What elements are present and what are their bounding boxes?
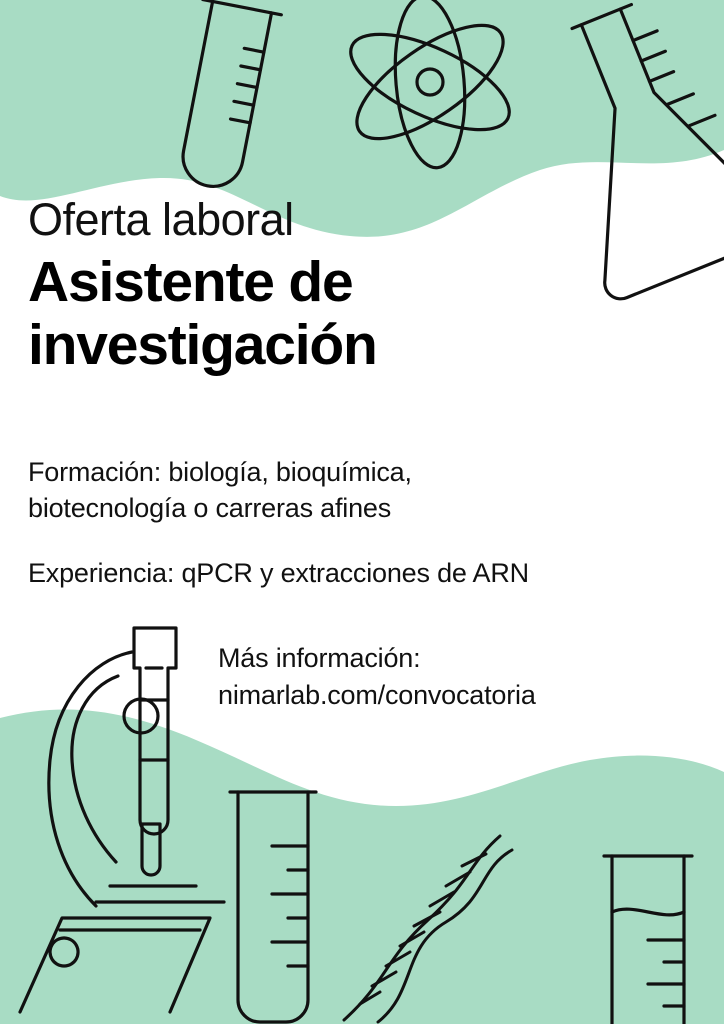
headline-group [28,196,688,378]
experience-line-1: Experiencia: qPCR y extracciones de ARN [28,558,529,589]
requirement-education [28,455,698,526]
dna-helix-icon [344,836,512,1022]
atom-icon [338,0,523,171]
contact-url[interactable]: nimarlab.com/convocatoria [218,680,536,711]
title-line-2: investigación [28,313,377,378]
requirement-experience [28,556,698,592]
contact-label: Más información: [218,643,421,673]
test-tube-icon [168,0,281,193]
title-line-1: Asistente de [28,249,353,314]
contact-group [218,640,718,715]
education-line-1: Formación: biología, bioquímica, [28,457,412,487]
graduated-cylinder-icon-2 [604,856,692,1024]
eyebrow-text: Oferta laboral [28,194,294,245]
education-line-2: biotecnología o carreras afines [28,492,392,523]
page-title [28,251,688,379]
microscope-icon [20,628,224,1012]
requirements-group [28,455,698,592]
graduated-cylinder-icon [230,792,316,1022]
